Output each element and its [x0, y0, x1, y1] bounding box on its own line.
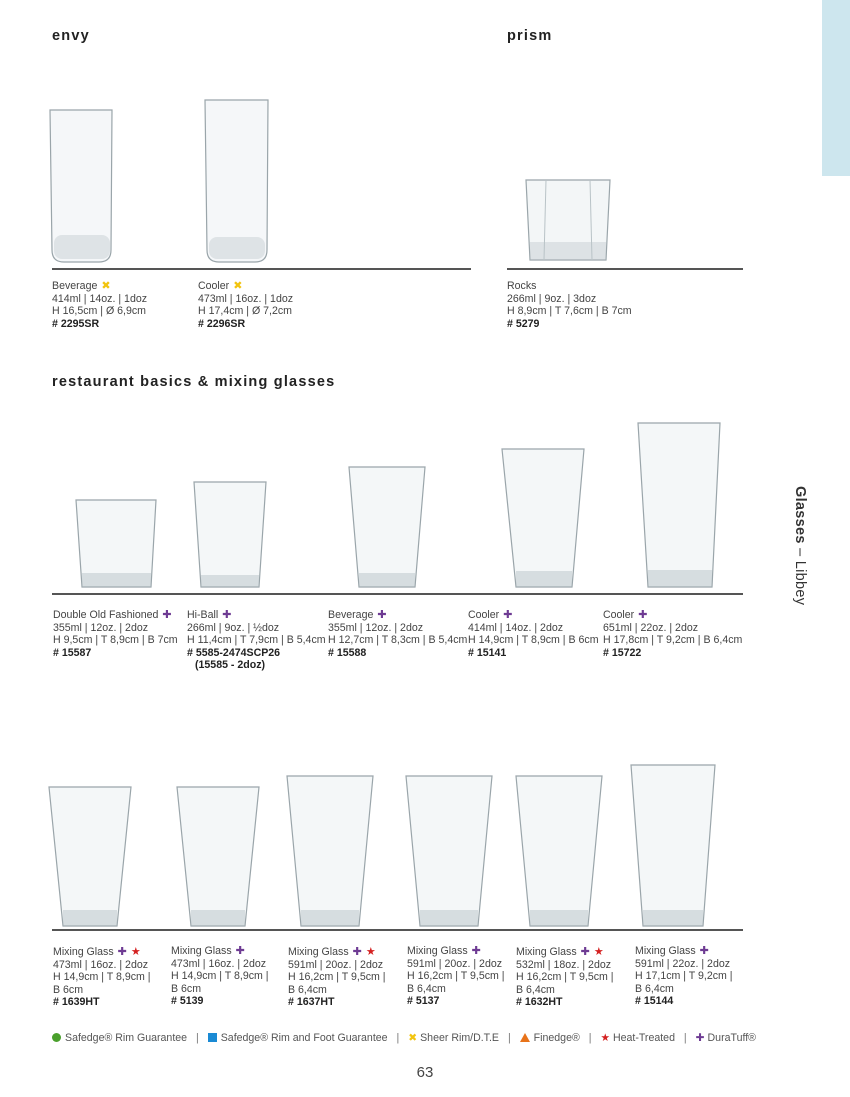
rule-restaurant: [52, 593, 743, 595]
safedge-foot-icon: [208, 1033, 217, 1042]
product-dimensions: H 12,7cm | T 8,3cm | B 5,4cm: [328, 634, 468, 646]
product-dimensions-cont: B 6cm: [171, 982, 202, 995]
product-code: # 2295SR: [52, 317, 100, 330]
product-code: # 15141: [468, 646, 507, 659]
product-code: # 1632HT: [516, 996, 563, 1008]
product-capacity: 532ml | 18oz. | 2doz: [516, 958, 612, 971]
product-dimensions: H 11,4cm | T 7,9cm | B 5,4cm: [187, 634, 326, 646]
product-dimensions: H 16,5cm | Ø 6,9cm: [52, 305, 147, 317]
product-1639ht: [53, 946, 151, 1009]
heat-treated-icon: ★: [593, 946, 604, 958]
sheer-rim-icon: ✖: [101, 280, 111, 292]
product-dimensions: H 17,1cm | T 9,2cm |: [635, 970, 733, 982]
duratuff-icon: ✚: [699, 945, 709, 957]
product-capacity: 355ml | 12oz. | 2doz: [53, 621, 149, 634]
product-dimensions: H 17,4cm | Ø 7,2cm: [198, 305, 293, 317]
product-code: # 15722: [603, 646, 642, 659]
product-dimensions-cont: B 6,4cm: [407, 982, 446, 995]
product-dimensions: H 16,2cm | T 9,5cm |: [407, 970, 505, 982]
product-dimensions-cont: B 6,4cm: [288, 983, 327, 996]
duratuff-icon: ✚: [117, 946, 127, 958]
product-15144: [635, 945, 733, 1008]
rule-envy: [52, 268, 471, 270]
duratuff-icon: ✚: [471, 945, 481, 957]
product-code: # 1639HT: [53, 996, 100, 1008]
glass-15144: [631, 765, 715, 926]
heat-treated-icon: ★: [365, 946, 376, 958]
product-name: Mixing Glass: [53, 946, 114, 958]
legend-heat: Heat-Treated: [612, 1032, 675, 1044]
legend-finedge: Finedge®: [533, 1032, 580, 1044]
section-tab: [822, 0, 850, 176]
product-capacity: 414ml | 14oz. | 1doz: [52, 292, 148, 305]
product-15588: [328, 609, 467, 659]
glass-illustrations-mixing: [45, 760, 735, 930]
product-code: # 15588: [328, 646, 367, 659]
duratuff-icon: ✚: [695, 1032, 705, 1044]
duratuff-icon: ✚: [638, 609, 648, 621]
product-capacity: 355ml | 12oz. | 2doz: [328, 621, 424, 634]
product-dimensions-cont: B 6,4cm: [635, 982, 674, 995]
glass-5137: [406, 776, 492, 926]
side-title-rest: – Libbey: [792, 543, 808, 606]
sheer-rim-icon: ✖: [408, 1032, 418, 1044]
product-dimensions-cont: B 6,4cm: [516, 983, 555, 996]
product-name: Cooler: [603, 609, 635, 621]
product-capacity: 473ml | 16oz. | 2doz: [53, 958, 149, 971]
product-dimensions: H 14,9cm | T 8,9cm |: [53, 971, 151, 983]
legend-separator: |: [507, 1032, 511, 1044]
product-name: Mixing Glass: [288, 946, 349, 958]
finedge-icon: [520, 1033, 530, 1042]
glass-15588: [349, 467, 425, 587]
product-name: Rocks: [507, 280, 537, 292]
legend-sheer: Sheer Rim/D.T.E: [420, 1032, 499, 1044]
product-capacity: 414ml | 14oz. | 2doz: [468, 621, 564, 634]
product-5585-2474scp26: [187, 609, 326, 672]
glass-15141: [502, 449, 584, 587]
product-1632ht: [516, 946, 614, 1009]
product-code: # 1637HT: [288, 996, 335, 1008]
product-capacity: 591ml | 20oz. | 2doz: [407, 957, 503, 970]
side-title-bold: Glasses: [792, 486, 808, 544]
product-15587: [53, 609, 178, 659]
product-name: Hi-Ball: [187, 609, 219, 621]
product-capacity: 651ml | 22oz. | 2doz: [603, 621, 699, 634]
product-15141: [468, 609, 599, 659]
product-name: Mixing Glass: [407, 945, 468, 957]
section-title-prism: prism: [507, 28, 553, 44]
product-name: Mixing Glass: [171, 945, 232, 957]
product-capacity: 473ml | 16oz. | 2doz: [171, 957, 267, 970]
legend: [52, 1032, 756, 1044]
duratuff-icon: ✚: [580, 946, 590, 958]
legend-separator: |: [683, 1032, 687, 1044]
product-capacity: 591ml | 20oz. | 2doz: [288, 958, 384, 971]
legend-safedge-foot: Safedge® Rim and Foot Guarantee: [220, 1032, 388, 1044]
sheer-rim-icon: ✖: [233, 280, 243, 292]
legend-separator: |: [396, 1032, 400, 1044]
product-dimensions: H 8,9cm | T 7,6cm | B 7cm: [507, 305, 632, 317]
safedge-icon: [52, 1033, 61, 1042]
section-title-envy: envy: [52, 28, 90, 44]
glass-5139: [177, 787, 259, 926]
legend-separator: |: [588, 1032, 592, 1044]
product-capacity: 473ml | 16oz. | 1doz: [198, 292, 294, 305]
product-dimensions: H 17,8cm | T 9,2cm | B 6,4cm: [603, 634, 743, 646]
product-capacity: 266ml | 9oz. | ½doz: [187, 621, 280, 634]
product-code: # 15144: [635, 995, 674, 1007]
glass-illustration-prism: [520, 178, 620, 268]
product-5137: [407, 945, 505, 1008]
legend-separator: |: [196, 1032, 199, 1044]
product-name: Mixing Glass: [635, 945, 696, 957]
duratuff-icon: ✚: [377, 609, 387, 621]
product-dimensions: H 9,5cm | T 8,9cm | B 7cm: [53, 634, 178, 646]
glass-1639ht: [49, 787, 131, 926]
product-name: Double Old Fashioned: [53, 609, 159, 621]
duratuff-icon: ✚: [235, 945, 245, 957]
duratuff-icon: ✚: [162, 609, 172, 621]
product-2295sr: [52, 280, 147, 330]
duratuff-icon: ✚: [503, 609, 513, 621]
glass-15722: [638, 423, 720, 587]
product-code-alt: (15585 - 2doz): [195, 659, 266, 671]
section-title-restaurant: restaurant basics & mixing glasses: [52, 374, 336, 390]
heat-treated-icon: ★: [130, 946, 141, 958]
product-code: # 5279: [507, 317, 540, 330]
side-title: [792, 486, 808, 605]
glass-1632ht: [516, 776, 602, 926]
legend-safedge: Safedge® Rim Guarantee: [65, 1032, 188, 1044]
product-code: # 5585-2474SCP26: [187, 646, 281, 659]
product-dimensions: H 16,2cm | T 9,5cm |: [288, 971, 386, 983]
product-dimensions: H 14,9cm | T 8,9cm |: [171, 970, 269, 982]
product-name: Beverage: [52, 280, 98, 292]
duratuff-icon: ✚: [222, 609, 232, 621]
legend-duratuff: DuraTuff®: [707, 1032, 756, 1044]
product-name: Cooler: [198, 280, 230, 292]
product-dimensions: H 14,9cm | T 8,9cm | B 6cm: [468, 634, 599, 646]
product-name: Cooler: [468, 609, 500, 621]
product-5279: [507, 280, 632, 330]
product-2296sr: [198, 280, 293, 330]
heat-treated-icon: ★: [600, 1032, 610, 1044]
page-number: 63: [416, 1064, 434, 1081]
product-capacity: 266ml | 9oz. | 3doz: [507, 292, 597, 305]
product-code: # 2296SR: [198, 317, 246, 330]
duratuff-icon: ✚: [352, 946, 362, 958]
product-1637ht: [288, 946, 386, 1009]
glass-15141-hiball: [194, 482, 266, 587]
glass-illustrations-envy: [40, 90, 500, 268]
product-code: # 5139: [171, 995, 204, 1007]
product-dimensions: H 16,2cm | T 9,5cm |: [516, 971, 614, 983]
product-dimensions-cont: B 6cm: [53, 983, 84, 996]
rule-prism: [507, 268, 743, 270]
product-name: Mixing Glass: [516, 946, 577, 958]
product-capacity: 591ml | 22oz. | 2doz: [635, 957, 731, 970]
glass-illustrations-restaurant: [60, 415, 750, 591]
product-name: Beverage: [328, 609, 374, 621]
product-15722: [603, 609, 742, 659]
product-code: # 15587: [53, 646, 92, 659]
product-5139: [171, 945, 269, 1008]
product-code: # 5137: [407, 995, 440, 1007]
glass-1637ht: [287, 776, 373, 926]
